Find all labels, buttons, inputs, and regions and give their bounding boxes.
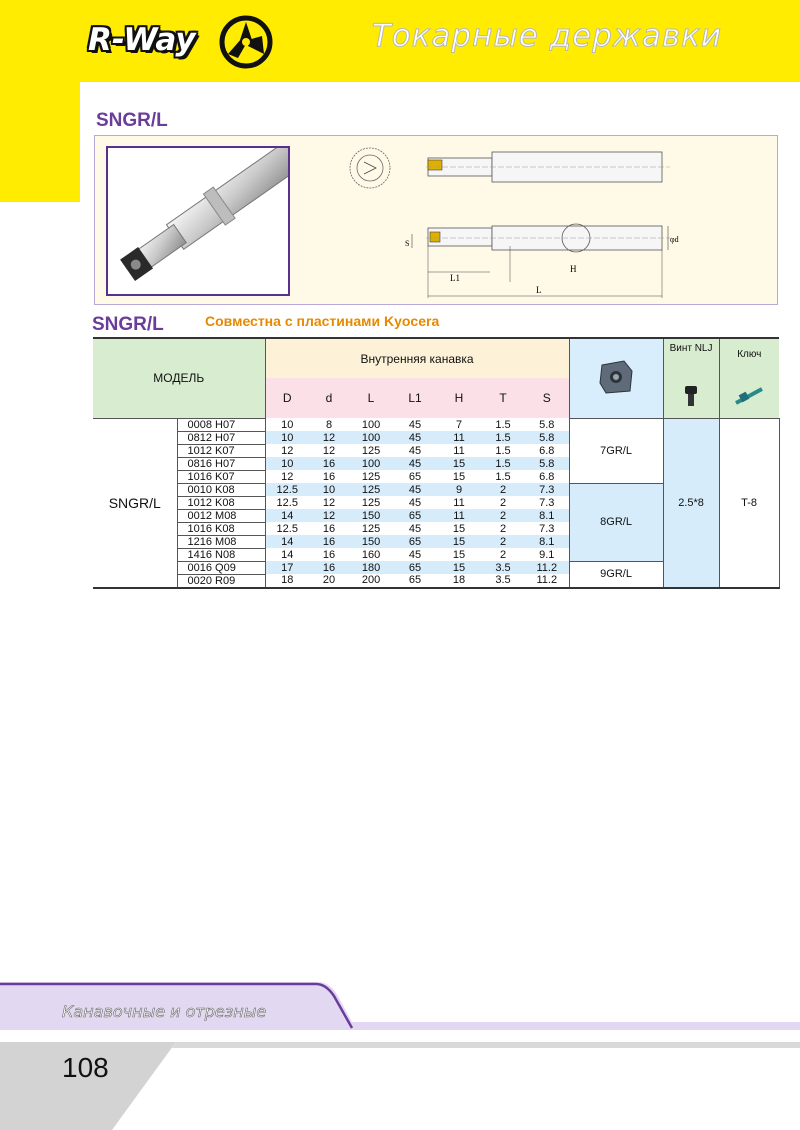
cell-d: 16	[309, 470, 349, 483]
dim-L-label: L	[536, 285, 542, 295]
cell-L: 125	[349, 522, 393, 535]
cell-L1: 45	[393, 496, 437, 509]
cell-S: 5.8	[525, 418, 569, 431]
cell-T: 2	[481, 522, 525, 535]
section-title: SNGR/L	[96, 110, 168, 131]
cell-H: 15	[437, 548, 481, 561]
cell-L: 100	[349, 431, 393, 444]
cell-L1: 45	[393, 522, 437, 535]
cell-L: 125	[349, 470, 393, 483]
cell-L: 125	[349, 496, 393, 509]
cell-D: 12	[265, 470, 309, 483]
tri-blade-logo-icon	[218, 14, 274, 70]
col-header-L1: L1	[393, 378, 437, 418]
top-view	[426, 152, 670, 182]
cell-d: 8	[309, 418, 349, 431]
cell-T: 2	[481, 496, 525, 509]
cell-L1: 45	[393, 431, 437, 444]
key-value-cell: T-8	[719, 418, 779, 588]
key-image-cell	[719, 378, 779, 418]
screw-value-cell: 2.5*8	[663, 418, 719, 588]
insert-icon	[596, 357, 636, 397]
footer-category: Канавочные и отрезные	[62, 1002, 267, 1021]
model-cell: 1016 K08	[177, 522, 265, 535]
cell-T: 3.5	[481, 561, 525, 574]
cell-S: 5.8	[525, 457, 569, 470]
cell-D: 14	[265, 535, 309, 548]
cell-L: 100	[349, 457, 393, 470]
cell-S: 6.8	[525, 470, 569, 483]
cell-L: 200	[349, 574, 393, 588]
col-header-D: D	[265, 378, 309, 418]
page-number: 108	[62, 1052, 109, 1083]
cell-S: 11.2	[525, 574, 569, 588]
cell-L1: 45	[393, 457, 437, 470]
cell-D: 10	[265, 457, 309, 470]
insert-cell: 8GR/L	[569, 483, 663, 561]
cell-L: 150	[349, 535, 393, 548]
cell-S: 8.1	[525, 509, 569, 522]
cell-L: 180	[349, 561, 393, 574]
cell-T: 2	[481, 509, 525, 522]
cell-H: 15	[437, 470, 481, 483]
cell-L: 100	[349, 418, 393, 431]
cell-T: 2	[481, 535, 525, 548]
insert-cell: 7GR/L	[569, 418, 663, 483]
cell-L1: 65	[393, 574, 437, 588]
cell-D: 10	[265, 431, 309, 444]
cell-d: 12	[309, 444, 349, 457]
compatibility-note: Совместна с пластинами Kyocera	[205, 313, 440, 329]
cell-L1: 45	[393, 548, 437, 561]
boring-bar-image	[108, 148, 288, 294]
cell-T: 2	[481, 483, 525, 496]
cell-L1: 45	[393, 444, 437, 457]
cell-D: 10	[265, 418, 309, 431]
cell-H: 11	[437, 444, 481, 457]
cell-S: 9.1	[525, 548, 569, 561]
model-cell: 0812 H07	[177, 431, 265, 444]
model-cell: 1416 N08	[177, 548, 265, 561]
cell-H: 11	[437, 509, 481, 522]
screw-icon	[683, 384, 699, 408]
cell-S: 7.3	[525, 496, 569, 509]
model-cell: 1012 K07	[177, 444, 265, 457]
cell-S: 7.3	[525, 483, 569, 496]
col-header-T: T	[481, 378, 525, 418]
insert-cell: 9GR/L	[569, 561, 663, 588]
cell-T: 1.5	[481, 444, 525, 457]
page-header-title: Токарные державки	[371, 18, 722, 54]
cell-L: 160	[349, 548, 393, 561]
cell-L1: 45	[393, 483, 437, 496]
cell-D: 12	[265, 444, 309, 457]
cell-d: 10	[309, 483, 349, 496]
cell-D: 12.5	[265, 522, 309, 535]
spec-table-body	[93, 418, 779, 588]
cell-d: 12	[309, 431, 349, 444]
cell-d: 16	[309, 535, 349, 548]
cell-d: 16	[309, 548, 349, 561]
side-view	[405, 224, 679, 298]
dim-d-label: φd	[670, 235, 679, 244]
model-cell: 1016 K07	[177, 470, 265, 483]
dim-S-label: S	[405, 239, 410, 248]
cell-d: 16	[309, 522, 349, 535]
cell-H: 9	[437, 483, 481, 496]
model-cell: 1012 K08	[177, 496, 265, 509]
cell-H: 15	[437, 535, 481, 548]
model-header: МОДЕЛЬ	[93, 338, 265, 418]
cell-S: 6.8	[525, 444, 569, 457]
table-section-title: SNGR/L	[92, 314, 164, 335]
cell-L: 150	[349, 509, 393, 522]
cell-S: 5.8	[525, 431, 569, 444]
dim-H-label: H	[570, 264, 577, 274]
cell-L: 125	[349, 483, 393, 496]
col-header-d: d	[309, 378, 349, 418]
family-cell: SNGR/L	[93, 418, 177, 588]
cell-S: 7.3	[525, 522, 569, 535]
model-cell: 0012 M08	[177, 509, 265, 522]
cell-T: 3.5	[481, 574, 525, 588]
cell-d: 20	[309, 574, 349, 588]
cell-D: 12.5	[265, 496, 309, 509]
model-cell: 0008 H07	[177, 418, 265, 431]
col-header-H: H	[437, 378, 481, 418]
cell-d: 16	[309, 561, 349, 574]
cell-d: 16	[309, 457, 349, 470]
screw-image-cell	[663, 378, 719, 418]
col-header-L: L	[349, 378, 393, 418]
cell-L1: 65	[393, 561, 437, 574]
model-cell: 0010 K08	[177, 483, 265, 496]
cell-D: 17	[265, 561, 309, 574]
cell-T: 1.5	[481, 457, 525, 470]
logo-text: R-Way	[88, 22, 196, 58]
cell-d: 12	[309, 496, 349, 509]
cell-L1: 65	[393, 509, 437, 522]
cell-D: 18	[265, 574, 309, 588]
spec-table	[93, 337, 780, 589]
tool-photo	[106, 146, 290, 296]
cell-H: 7	[437, 418, 481, 431]
cell-H: 15	[437, 561, 481, 574]
cell-H: 18	[437, 574, 481, 588]
cell-L1: 65	[393, 470, 437, 483]
cell-S: 8.1	[525, 535, 569, 548]
cell-D: 14	[265, 509, 309, 522]
side-band	[0, 82, 80, 202]
cell-S: 11.2	[525, 561, 569, 574]
brand-logo	[88, 14, 278, 70]
cell-T: 2	[481, 548, 525, 561]
cell-H: 15	[437, 522, 481, 535]
group-header: Внутренняя канавка	[265, 338, 569, 378]
model-cell: 0020 R09	[177, 574, 265, 588]
insert-image-cell	[569, 338, 663, 418]
cell-D: 12.5	[265, 483, 309, 496]
cell-H: 11	[437, 496, 481, 509]
cell-L: 125	[349, 444, 393, 457]
screw-header: Винт NLJ	[663, 338, 719, 378]
dim-L1-label: L1	[450, 273, 460, 283]
cell-T: 1.5	[481, 418, 525, 431]
cell-D: 14	[265, 548, 309, 561]
torx-key-icon	[732, 383, 766, 409]
model-cell: 0816 H07	[177, 457, 265, 470]
model-cell: 1216 M08	[177, 535, 265, 548]
cell-L1: 45	[393, 418, 437, 431]
technical-drawing	[330, 142, 690, 302]
table-row	[93, 418, 779, 431]
col-header-S: S	[525, 378, 569, 418]
end-view	[350, 148, 390, 188]
cell-T: 1.5	[481, 470, 525, 483]
cell-d: 12	[309, 509, 349, 522]
cell-H: 11	[437, 431, 481, 444]
model-cell: 0016 Q09	[177, 561, 265, 574]
cell-H: 15	[437, 457, 481, 470]
key-header: Ключ	[719, 338, 779, 378]
cell-T: 1.5	[481, 431, 525, 444]
cell-L1: 65	[393, 535, 437, 548]
